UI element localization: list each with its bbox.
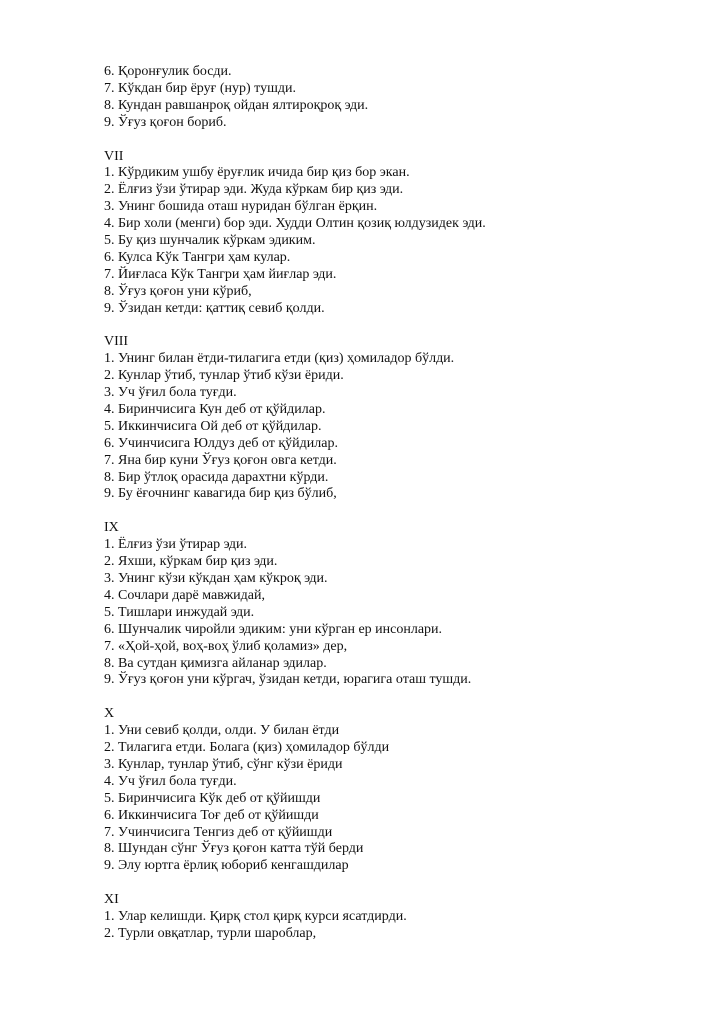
verse-line: 7. «Ҳой-ҳой, воҳ-воҳ ўлиб қоламиз» дер, — [104, 638, 348, 654]
verse-line: 2. Кунлар ўтиб, тунлар ўтиб кўзи ёриди. — [104, 368, 344, 384]
verse-line: 7. Йиғласа Кўк Тангри ҳам йиғлар эди. — [104, 266, 337, 282]
document-page — [104, 64, 664, 943]
verse-line: 9. Бу ёғочнинг кавагида бир қиз бўлиб, — [104, 486, 337, 502]
section-heading: VIII — [104, 334, 129, 350]
verse-line: 7. Яна бир куни Ўғуз қоғон овга кетди. — [104, 452, 337, 468]
verse-line: 8. Кундан равшанроқ ойдан ялтироқроқ эди. — [104, 97, 369, 113]
verse-line: 9. Ўғуз қоғон бориб. — [104, 114, 227, 130]
section-heading: IX — [104, 520, 119, 536]
verse-line: 6. Учинчисига Юлдуз деб от қўйдилар. — [104, 435, 338, 451]
verse-line: 9. Ўғуз қоғон уни кўргач, ўзидан кетди, юрагига оташ тушди. — [104, 672, 472, 688]
sections-container — [104, 149, 664, 943]
verse-line: 3. Кунлар, тунлар ўтиб, сўнг кўзи ёриди — [104, 756, 343, 772]
verse-line: 2. Ёлғиз ўзи ўтирар эди. Жуда кўркам бир қиз эди. — [104, 182, 404, 198]
verse-line: 5. Тишлари инжудай эди. — [104, 604, 255, 620]
verse-line: 2. Яхши, кўркам бир қиз эди. — [104, 554, 278, 570]
section-viii — [104, 334, 664, 503]
verse-line: 8. Шундан сўнг Ўғуз қоғон катта тўй берди — [104, 841, 364, 857]
verse-line: 8. Ўғуз қоғон уни кўриб, — [104, 283, 252, 299]
verse-line: 3. Унинг бошида оташ нуридан бўлган ёрқин. — [104, 199, 378, 215]
section-heading: VII — [104, 148, 124, 164]
section-ix — [104, 520, 664, 689]
section-x — [104, 706, 664, 875]
verse-line: 7. Кўкдан бир ёруғ (нур) тушди. — [104, 80, 297, 96]
verse-line: 6. Қоронғулик босди. — [104, 64, 232, 79]
section-vii — [104, 149, 664, 318]
verse-line: 6. Иккинчисига Тоғ деб от қўйишди — [104, 807, 319, 823]
verse-line: 4. Сочлари дарё мавжидай, — [104, 587, 265, 603]
verse-line: 8. Ва сутдан қимизга айланар эдилар. — [104, 655, 327, 671]
verse-line: 6. Шунчалик чиройли эдиким: уни кўрган ер инсонлари. — [104, 621, 443, 637]
verse-line: 4. Бир холи (менги) бор эди. Худди Олтин қозиқ юлдузидек эди. — [104, 216, 486, 232]
verse-line: 2. Тилагига етди. Болага (қиз) ҳомиладор бўлди — [104, 740, 390, 756]
verse-line: 4. Биринчисига Кун деб от қўйдилар. — [104, 402, 326, 418]
verse-line: 9. Элу юртга ёрлиқ юбориб кенгашдилар — [104, 858, 349, 874]
verse-line: 4. Уч ўғил бола туғди. — [104, 773, 237, 789]
verse-line: 1. Уни севиб қолди, олди. У билан ётди — [104, 723, 340, 739]
verse-line: 5. Биринчисига Кўк деб от қўйишди — [104, 790, 321, 806]
verse-line: 5. Бу қиз шунчалик кўркам эдиким. — [104, 233, 316, 249]
verse-line: 7. Учинчисига Тенгиз деб от қўйишди — [104, 824, 333, 840]
verse-line: 1. Ёлғиз ўзи ўтирар эди. — [104, 537, 248, 553]
verse-line: 6. Кулса Кўк Тангри ҳам кулар. — [104, 249, 291, 265]
verse-line: 1. Улар келишди. Қирқ стол қирқ курси ясатдирди. — [104, 909, 407, 925]
verse-line: 3. Унинг кўзи кўкдан ҳам кўкроқ эди. — [104, 571, 328, 587]
section-xi — [104, 892, 664, 943]
verse-line: 1. Кўрдиким ушбу ёруғлик ичида бир қиз бор экан. — [104, 165, 410, 181]
verse-line: 1. Унинг билан ётди-тилагига етди (қиз) ҳомиладор бўлди. — [104, 351, 455, 367]
section-heading: XI — [104, 892, 119, 908]
verse-line: 8. Бир ўтлоқ орасида дарахтни кўрди. — [104, 469, 329, 485]
section-heading: X — [104, 706, 115, 722]
verse-line: 5. Иккинчисига Ой деб от қўйдилар. — [104, 418, 322, 434]
verse-line: 9. Ўзидан кетди: қаттиқ севиб қолди. — [104, 300, 325, 316]
intro-block — [104, 64, 664, 132]
verse-line: 2. Турли овқатлар, турли шароблар, — [104, 925, 317, 941]
verse-line: 3. Уч ўғил бола туғди. — [104, 385, 237, 401]
